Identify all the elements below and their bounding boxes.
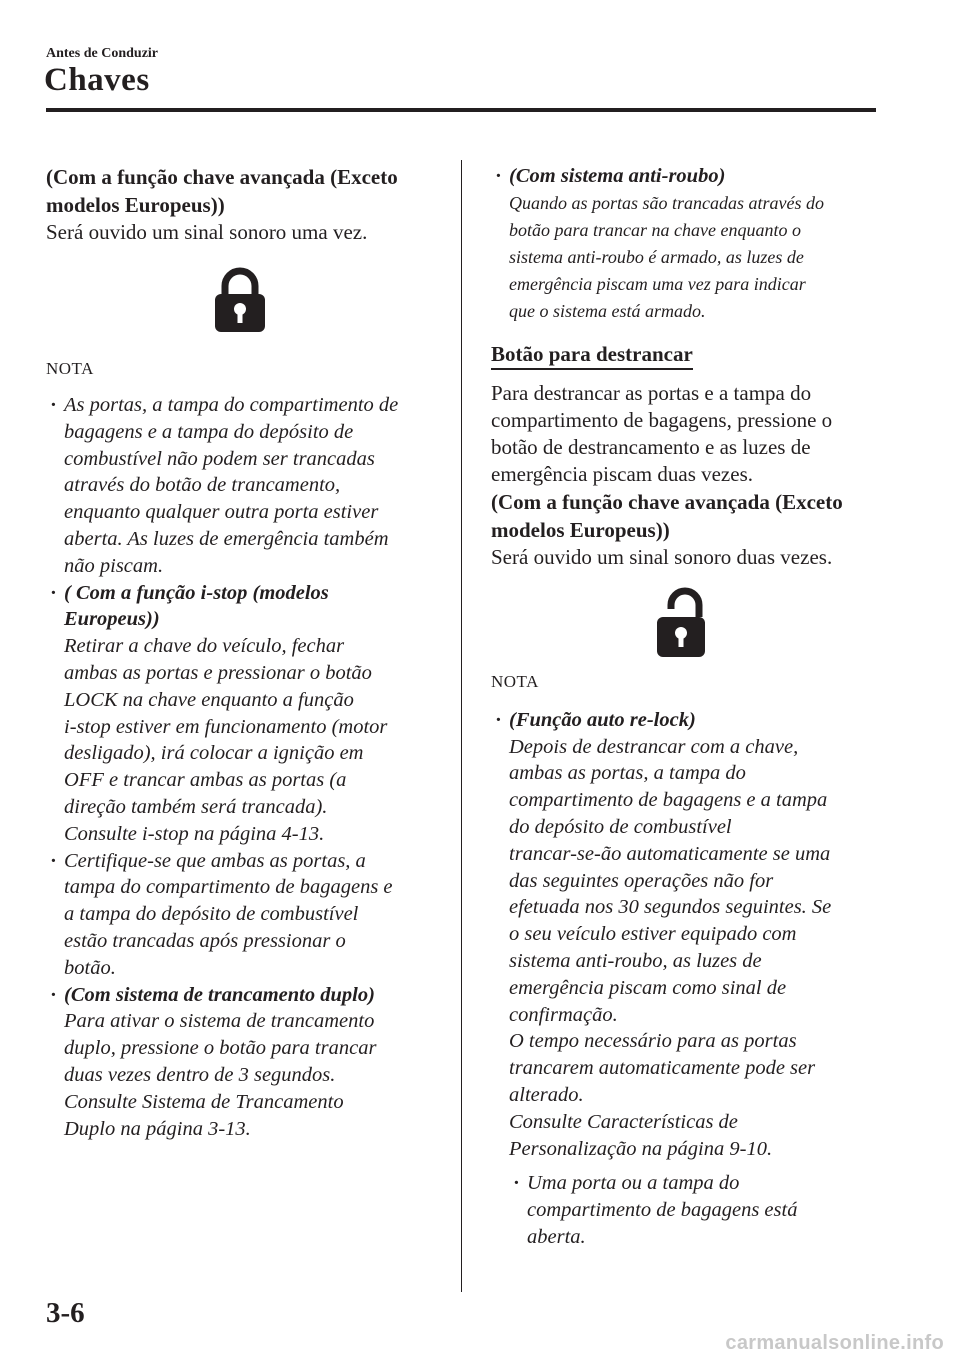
unlock-button-heading: Botão para destrancar <box>491 341 693 370</box>
column-divider <box>461 160 462 1292</box>
unlocked-padlock-icon <box>655 585 711 657</box>
relock-note: · (Função auto re-lock) Depois de destrancar com a chave, ambas as portas, a tampa do compartimento de bagagens e a tampa do depósito de combustível trancar-se-ão automaticamente se uma das seguintes operações não for efetuada nos 30 segundos seguintes. Se o seu veículo estiver equipado com sistema anti-roubo, as luzes de emergência piscam como sinal de confirmação. O tempo necessário para as portas trancarem automaticamente pode ser alterado. Consulte Características de Personalização na página 9-10. · Uma porta ou a tampa do compartimento de bagagens está aberta. <box>491 707 891 1251</box>
locked-padlock-icon <box>213 266 267 332</box>
advanced-key-heading: (Com a função chave avançada (Exceto modelos Europeus)) <box>46 165 398 217</box>
header-divider <box>46 108 876 112</box>
right-column <box>491 163 891 1251</box>
beep-once-text: Será ouvido um sinal sonoro uma vez. <box>46 220 368 244</box>
antitheft-note: · (Com sistema anti-roubo) Quando as portas são trancadas através do botão para trancar na chave enquanto o sistema anti-roubo é armado, as luzes de emergência piscam uma vez para indicar que o sistema está armado. <box>491 163 891 325</box>
watermark: carmanualsonline.info <box>725 1332 944 1354</box>
section-title: Antes de Conduzir <box>46 46 159 61</box>
note-label-2: NOTA <box>491 671 539 691</box>
list-item: · Uma porta ou a tampa do compartimento de bagagens está aberta. <box>509 1170 891 1250</box>
note-list <box>46 392 446 1142</box>
unlock-description: Para destrancar as portas e a tampa do compartimento de bagagens, pressione o botão de destrancamento e as luzes de emergência piscam duas vezes. <box>491 380 833 486</box>
beep-twice-text: Será ouvido um sinal sonoro duas vezes. <box>491 544 833 569</box>
left-column <box>46 163 446 1142</box>
list-item: · As portas, a tampa do compartimento de bagagens e a tampa do depósito de combustível não podem ser trancadas através do botão de trancamento, enquanto qualquer outra porta estiver aberta. As luzes de emergência também não piscam. <box>46 392 446 580</box>
list-item: · ( Com a função i-stop (modelos Europeus)) Retirar a chave do veículo, fechar ambas as portas e pressionar o botão LOCK na chave enquanto a função i-stop estiver em funcionamento (motor desligado), irá colocar a ignição em OFF e trancar ambas as portas (a direção também será trancada). Consulte i-stop na página 4-13. <box>46 580 446 848</box>
note-label: NOTA <box>46 359 94 378</box>
list-item: · (Com sistema de trancamento duplo) Para ativar o sistema de trancamento duplo, pressione o botão para trancar duas vezes dentro de 3 segundos. Consulte Sistema de Trancamento Duplo na página 3-13. <box>46 982 446 1143</box>
list-item: · Certifique-se que ambas as portas, a tampa do compartimento de bagagens e a tampa do depósito de combustível estão trancadas após pressionar o botão. <box>46 848 446 982</box>
page-title: Chaves <box>44 62 150 98</box>
advanced-key-heading-2: (Com a função chave avançada (Exceto modelos Europeus)) <box>491 489 843 542</box>
page-number: 3-6 <box>46 1297 85 1329</box>
